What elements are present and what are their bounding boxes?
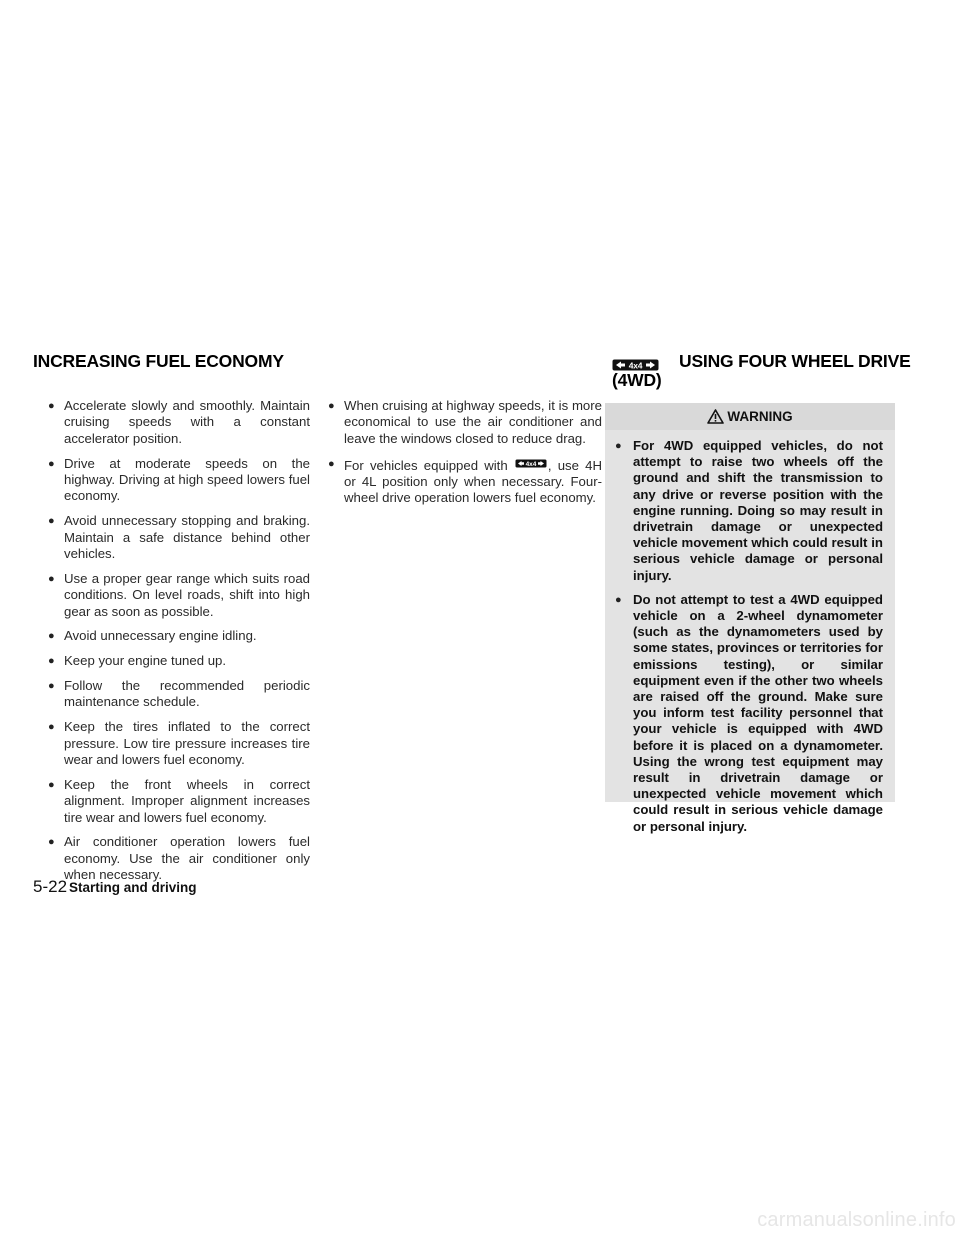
page-footer <box>33 877 197 897</box>
section-heading-4wd <box>612 352 912 390</box>
bullet-icon: ● <box>48 572 55 585</box>
warning-title: WARNING <box>727 409 793 424</box>
list-item: ● Keep the front wheels in correct alignment. Improper alignment increases tire wear and lowers fuel economy. <box>48 776 310 825</box>
list-item: ● Avoid unnecessary engine idling. <box>48 628 257 644</box>
4x4-badge-icon <box>612 356 659 368</box>
column-middle <box>328 398 602 515</box>
bullet-icon: ● <box>48 836 55 849</box>
heading-line2: (4WD) <box>612 370 662 390</box>
list-item: ● When cruising at highway speeds, it is more economical to use the air conditioner and leave the windows closed to reduce drag. <box>328 398 602 446</box>
warning-triangle-icon <box>707 409 724 424</box>
bullet-icon: ● <box>48 778 55 791</box>
list-item: ● Drive at moderate speeds on the highway. Driving at high speed lowers fuel economy. <box>48 455 310 504</box>
watermark: carmanualsonline.info <box>757 1209 956 1231</box>
4x4-badge-icon <box>515 456 547 468</box>
bullet-icon: ● <box>328 457 335 470</box>
section-heading-fuel-economy: INCREASING FUEL ECONOMY <box>33 351 284 371</box>
footer-section-title: Starting and driving <box>69 880 197 895</box>
list-item: ● Keep the tires inflated to the correct pressure. Low tire pressure increases tire wear and lowers fuel economy. <box>48 719 310 768</box>
bullet-icon: ● <box>48 515 55 528</box>
svg-text:4x4: 4x4 <box>628 359 643 370</box>
heading-line1: USING FOUR WHEEL DRIVE <box>679 351 911 371</box>
list-item: ● Use a proper gear range which suits road conditions. On level roads, shift into high gear as soon as possible. <box>48 570 310 619</box>
list-item: ● For 4WD equipped vehicles, do not attempt to raise two wheels off the ground and shift the transmission to any drive or reverse position with the engine running. Doing so may result in drivetrain damage or unexpected vehicle movement which could result in serious vehicle damage or personal injury. <box>615 438 883 583</box>
bullet-icon: ● <box>48 655 55 668</box>
bullet-icon: ● <box>48 680 55 693</box>
list-item: ● Air conditioner operation lowers fuel economy. Use the air conditioner only when necessary. <box>48 834 310 883</box>
bullet-icon: ● <box>48 457 55 470</box>
bullet-icon: ● <box>615 593 622 606</box>
list-item: ● Follow the recommended periodic maintenance schedule. <box>48 678 310 710</box>
warning-header <box>605 403 895 430</box>
list-item: ● Keep your engine tuned up. <box>48 653 227 669</box>
bullet-icon: ● <box>615 440 622 452</box>
column-left <box>48 398 310 892</box>
list-item: ● Accelerate slowly and smoothly. Maintain cruising speeds with a constant accelerator position. <box>48 398 310 446</box>
list-item: ● Avoid unnecessary stopping and braking. Maintain a safe distance behind other vehicles. <box>48 513 310 562</box>
svg-text:4x4: 4x4 <box>525 460 537 468</box>
bullet-icon: ● <box>48 721 55 734</box>
warning-box <box>605 403 895 834</box>
bullet-icon: ● <box>48 630 55 643</box>
page-number: 5-22 <box>33 877 68 896</box>
fuel-tips-list <box>48 398 310 884</box>
list-item: ● For vehicles equipped with 4x4 , use 4H or 4L position only when necessary. Four-wheel drive operation lowers fuel economy. <box>328 457 602 506</box>
fuel-tips-list-continued <box>328 398 602 507</box>
warning-list <box>605 438 895 835</box>
bullet-icon: ● <box>328 400 335 412</box>
list-item: ● Do not attempt to test a 4WD equipped vehicle on a 2-wheel dynamometer (such as the dynamometers used by some states, provinces or territories for emissions testing), or similar equipment even if the other two wheels are raised off the ground. Make sure you inform test facility personnel that your vehicle is equipped with 4WD before it is placed on a dynamometer. Using the wrong test equipment may result in drivetrain damage or unexpected vehicle movement which could result in serious vehicle damage or personal injury. <box>615 591 883 834</box>
bullet-icon: ● <box>48 400 55 412</box>
